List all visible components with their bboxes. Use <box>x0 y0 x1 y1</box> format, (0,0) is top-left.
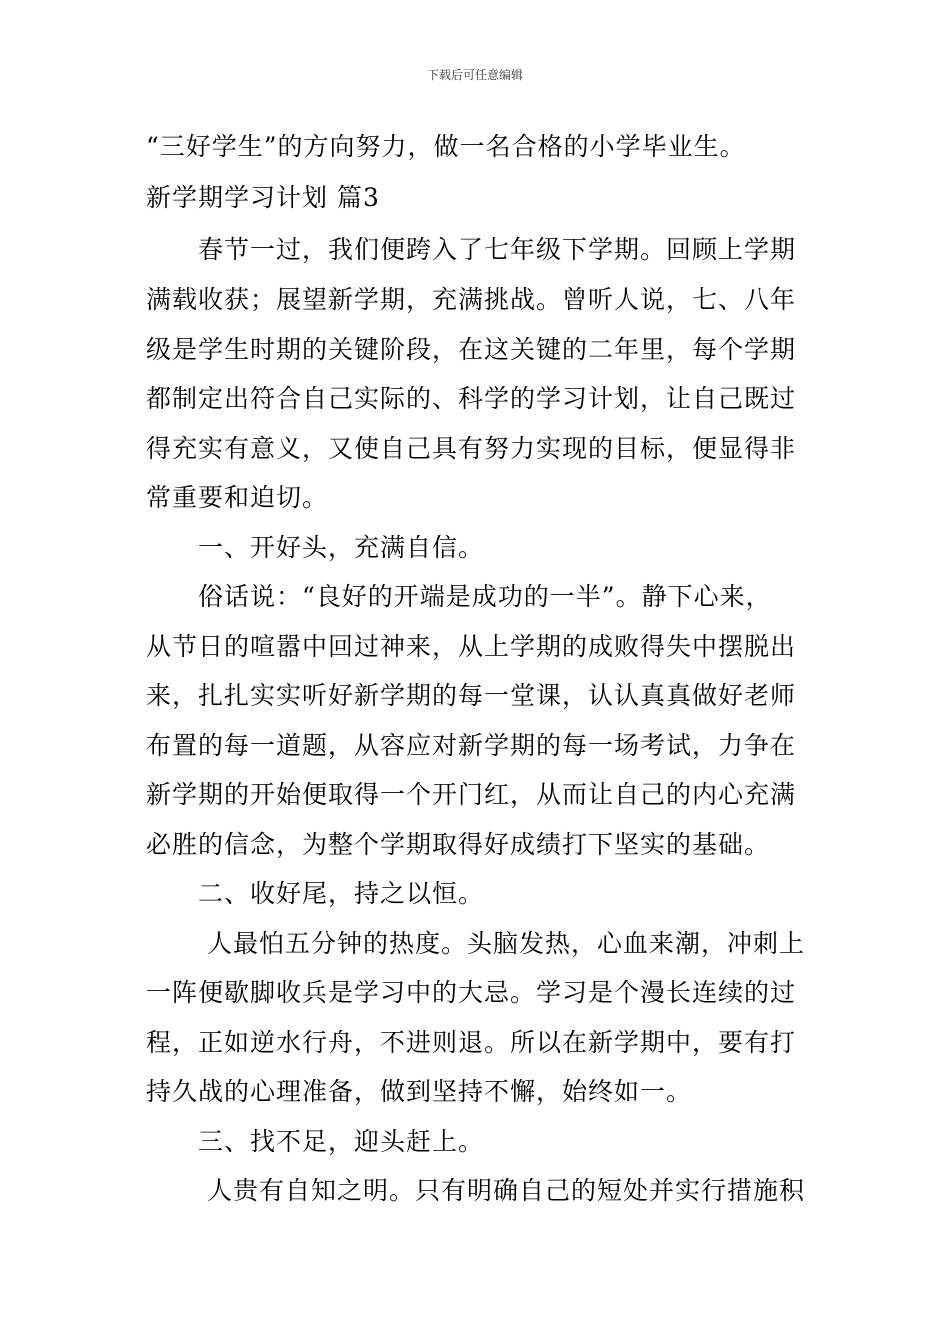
text-line: 来，扎扎实实听好新学期的每一堂课，认认真真做好老师 <box>146 681 797 710</box>
subheading: 三、找不足，迎头赶上。 <box>146 1127 485 1156</box>
text-line: 持久战的心理准备，做到坚持不懈，始终如一。 <box>146 1077 693 1106</box>
text-line: 新学期的开始便取得一个开门红，从而让自己的内心充满 <box>146 780 797 809</box>
text-line: “三好学生”的方向努力，做一名合格的小学毕业生。 <box>146 132 746 161</box>
subheading: 二、收好尾，持之以恒。 <box>146 879 485 908</box>
text-line: 得充实有意义，又使自己具有努力实现的目标，便显得非 <box>146 434 797 463</box>
text-line: 布置的每一道题，从容应对新学期的每一场考试，力争在 <box>146 731 797 760</box>
text-line: 都制定出符合自己实际的、科学的学习计划，让自己既过 <box>146 384 797 413</box>
text-line: 常重要和迫切。 <box>146 483 329 512</box>
text-line: 必胜的信念，为整个学期取得好成绩打下坚实的基础。 <box>146 830 771 859</box>
page-header: 下载后可任意编辑 <box>426 68 523 82</box>
section-title: 新学期学习计划 篇3 <box>146 183 380 212</box>
text-line: 满载收获；展望新学期，充满挑战。曾听人说，七、八年 <box>146 285 797 314</box>
text-line: 从节日的喧嚣中回过神来，从上学期的成败得失中摆脱出 <box>146 632 797 661</box>
text-line: 俗话说：“良好的开端是成功的一半”。静下心来， <box>146 582 772 611</box>
text-line: 一阵便歇脚收兵是学习中的大忌。学习是个漫长连续的过 <box>146 978 797 1007</box>
subheading: 一、开好头，充满自信。 <box>146 533 485 562</box>
text-line: 级是学生时期的关键阶段，在这关键的二年里，每个学期 <box>146 335 797 364</box>
text-line: 人最怕五分钟的热度。头脑发热，心血来潮，冲刺上 <box>146 929 805 958</box>
text-line: 程，正如逆水行舟，不进则退。所以在新学期中，要有打 <box>146 1028 797 1057</box>
text-line: 人贵有自知之明。只有明确自己的短处并实行措施积 <box>146 1176 805 1205</box>
text-line: 春节一过，我们便跨入了七年级下学期。回顾上学期 <box>146 235 797 264</box>
